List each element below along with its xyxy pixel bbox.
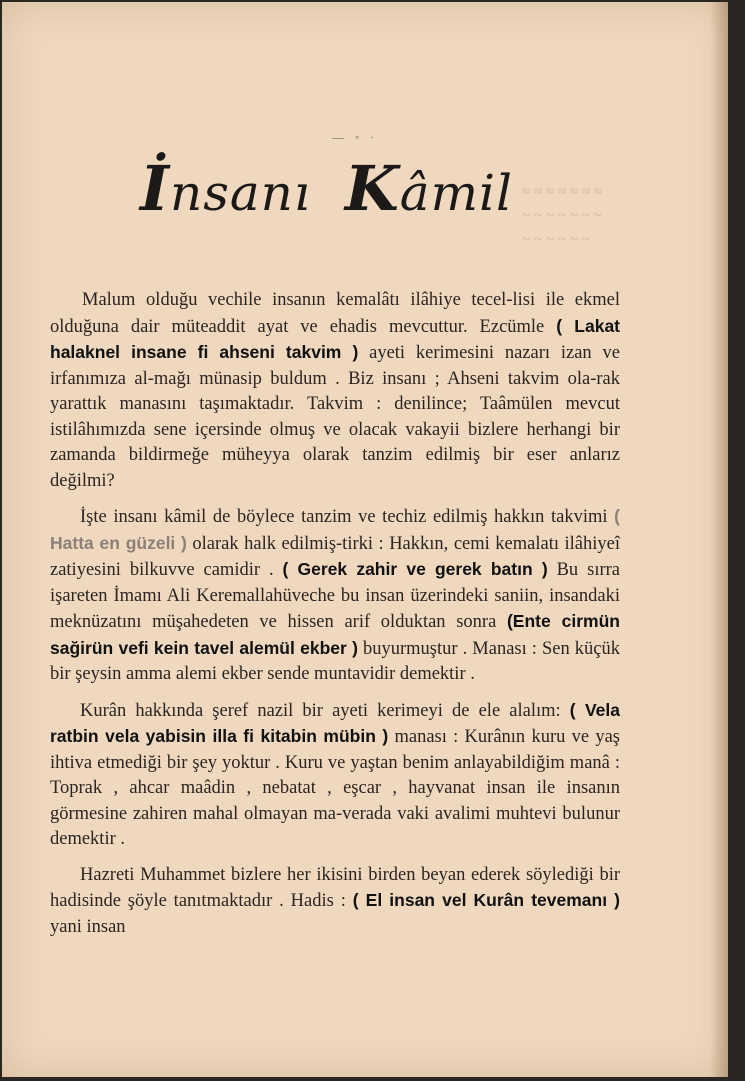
page-edge-shadow: [710, 2, 728, 1077]
title-word1-initial: İ: [140, 152, 171, 225]
text-run: İşte insanı kâmil de böylece tanzim ve techiz edilmiş hakkın takvimi: [80, 507, 615, 527]
paragraph: [50, 288, 620, 494]
title-word2-initial: K: [344, 152, 400, 225]
paragraph: [50, 863, 620, 941]
title-word2-rest: âmil: [399, 164, 513, 222]
bold-quote: ( Lakat halaknel insane fi ahseni takvim ): [50, 315, 621, 362]
bleed-through-text: ≈ ≈ ≈ ≈ ≈ ≈ ≈ ~ ~ ~ ~ ~ ~ ~ ~ ~ ~ ~ ~ ~: [522, 184, 603, 248]
text-run: olarak halk edilmiş-tirki : Hakkın, cemi kemalatı ilâhiyeî zatiyesini bilkuvve camidir .: [50, 533, 620, 580]
bold-quote: (Ente cirmün sağirün vefi kein tavel alemül ekber ): [50, 611, 620, 658]
bold-quote: ( Vela ratbin vela yabisin illa fi kitabin mübin ): [50, 699, 620, 746]
text-run: Hazreti Muhammet bizlere her ikisini birden beyan ederek söylediği bir hadisinde şöyle tanıtmaktadır . Hadis :: [50, 864, 620, 911]
text-run: yani insan: [50, 916, 126, 937]
bold-quote: ( Gerek zahir ve gerek batın ): [282, 559, 548, 579]
text-run: Bu sırra işareten İmamı Ali Keremallahüveche bu insan üzerindeki saniin, insandaki meknüzatını müşahedeten ve hissen arif olduktan sonra: [50, 560, 620, 632]
bold-quote: ( El insan vel Kurân tevemanı ): [352, 890, 620, 910]
bold-quote: ( Hatta en güzeli ): [50, 506, 620, 553]
text-run: Kurân hakkında şeref nazil bir ayeti kerimeyi de ele alalım:: [80, 700, 570, 721]
text-run: ayeti kerimesini nazarı izan ve irfanımıza al-mağı münasip buldum . Biz insanı ; Ahseni takvim ola-rak yarattık manasını taşımaktadır. Takvim : denilince; Taâmülen mevcut istilâhımızda sene içersinde olmuş ve olacak vakayii bizlere herhangi bir zamanda bildirmeğe müheyya olarak tanzim edilmiş bir eser anlarız değilmi?: [50, 343, 620, 491]
paragraph: [50, 504, 620, 688]
text-run: buyurmuştur . Manası : Sen küçük bir şeysin amma alemi ekber sende muntavidir demektir .: [50, 638, 620, 684]
title-word1-rest: nsanı: [170, 164, 311, 222]
page-title: [140, 152, 540, 225]
text-run: Malum olduğu vechile insanın kemalâtı ilâhiye tecel-lisi ile ekmel olduğuna dair müteaddit ayat ve ehadis mevcuttur. Ezcümle: [50, 290, 620, 337]
book-page: [2, 2, 728, 1077]
paragraph: [50, 698, 620, 853]
body-text: [50, 288, 620, 950]
ornament-mark: — ◦ ·: [332, 130, 379, 144]
text-run: manası : Kurânın kuru ve yaş ihtiva etmediği bir şey yoktur . Kuru ve yaştan benim anlayabildiğim manâ : Toprak , ahcar maâdin , nebatat , eşcar , hayvanat insan ile insanın görmesine zahiren mahal olmayan ma-verada vaki avalimi muhtevi bulunur demektir .: [50, 727, 621, 849]
